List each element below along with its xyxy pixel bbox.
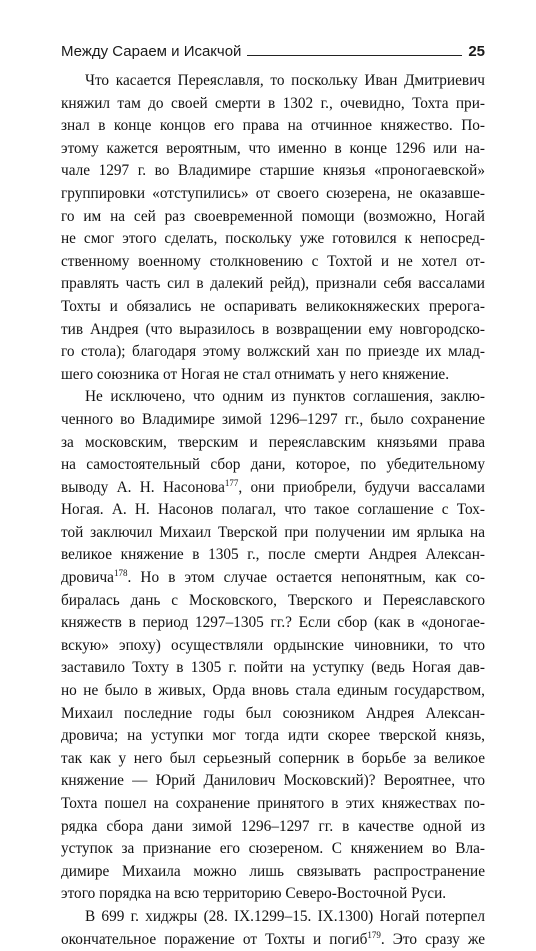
text-line: [61, 409, 485, 432]
text-line-main: ственному военному столкновению с Тохтой и не хотел от-: [61, 252, 485, 270]
text-line-main: выводу А. Н. Насонова: [61, 478, 225, 496]
text-line-main: уступок за признание его сюзереном. С княжением во Вла-: [61, 840, 485, 858]
text-line-main: Что касается Переяславля, то поскольку Иван Дмитриевич: [85, 72, 485, 89]
running-head-title: Между Сараем и Исакчой: [61, 43, 242, 60]
text-line-continuation: . Но в этом случае остается непонятным, как со-: [127, 569, 485, 587]
text-line: [61, 115, 485, 138]
text-line-main: рядка сбора дани зимой 1296–1297 гг. в качестве одной из: [61, 817, 485, 835]
text-line-main: не смог этого сделать, поскольку уже готовился к непосред-: [61, 230, 485, 248]
text-line-main: ченного во Владимире зимой 1296–1297 гг., было сохранение: [61, 410, 485, 428]
text-line-main: этого порядка на всю территорию Северо-Восточной Руси.: [61, 885, 447, 903]
text-line-main: княжеств в период 1297–1305 гг.? Если сбор (как в «доногае-: [61, 614, 485, 632]
text-line: [61, 680, 485, 703]
text-line: [61, 206, 485, 229]
footnote-marker: 177: [224, 477, 239, 488]
text-line: [61, 793, 485, 816]
text-line-main: чале 1297 г. во Владимире старшие князья «проногаевской»: [61, 162, 485, 180]
footnote-marker: 179: [367, 929, 381, 940]
text-line-main: Не исключено, что одним из пунктов соглашения, заклю-: [85, 388, 485, 406]
text-line-main: группировки «отступились» от своего сюзерена, не оказавше-: [61, 184, 485, 202]
text-line: [61, 703, 485, 726]
running-head-rule: [247, 55, 462, 56]
text-line-main: шего союзника от Ногая не стал отнимать у него княжение.: [61, 365, 450, 383]
text-line-main: той заключил Михаил Тверской при получении им ярлыка на: [61, 523, 485, 541]
text-line: [61, 861, 485, 884]
text-line-main: димире Михаила можно лишь связывать распространение: [61, 862, 485, 880]
body-text: [61, 70, 485, 951]
text-line-main: так как у него был серьезный соперник в борьбе за великое: [61, 749, 485, 767]
text-line: [61, 657, 485, 680]
text-line-main: княжение — Юрий Данилович Московский)? Вероятнее, что: [61, 772, 485, 790]
text-line-main: Тохты и обязались не оспаривать великокняжеских прерога-: [61, 297, 485, 315]
text-line-main: правлять часть сил в далекий рейд), признали себя вассалами: [61, 275, 485, 293]
text-line-main: дровича; на уступки мог тогда идти скорее тверской князь,: [61, 727, 485, 745]
text-line: [61, 544, 485, 567]
text-line-main: Ногая. А. Н. Насонов полагал, что такое соглашение с Тох-: [61, 501, 485, 519]
text-line-main: вскую» эпоху) осуществляли ордынские чиновники, то что: [61, 636, 485, 654]
text-line: [61, 883, 485, 906]
text-line: [61, 93, 485, 116]
text-line: [61, 816, 485, 839]
text-line-main: знал в конце концов его права на отчинное княжество. По-: [61, 117, 485, 135]
text-line: [61, 341, 485, 364]
text-line-main: тив Андрея (что выразилось в возвращении ему новгородско-: [61, 320, 485, 338]
text-line: [61, 138, 485, 161]
text-line: [61, 522, 485, 545]
text-line: [61, 567, 485, 590]
page-number: 25: [468, 43, 485, 60]
text-line: [61, 228, 485, 251]
text-line-main: В 699 г. хиджры (28. IX.1299–15. IX.1300) Ногай потерпел: [85, 907, 485, 925]
text-line: [61, 183, 485, 206]
text-line-main: дровича: [61, 569, 114, 587]
text-line-main: го им на сей раз своевременной помощи (возможно, Ногай: [61, 207, 485, 225]
running-head: [61, 38, 485, 60]
text-line-main: Михаил последние годы был союзником Андрея Алексан-: [61, 704, 485, 722]
text-line: [61, 838, 485, 861]
text-line: [61, 590, 485, 613]
text-line-main: княжил там до своей смерти в 1302 г., очевидно, Тохта при-: [61, 94, 485, 112]
text-line: [61, 906, 485, 929]
text-line-main: биралась дань с Московского, Тверского и Переяславского: [61, 591, 485, 609]
text-line-main: этому кажется вероятным, что именно в конце 1296 или на-: [61, 139, 485, 157]
text-line: [61, 364, 485, 387]
text-line-main: окончательное поражение от Тохты и погиб: [61, 930, 368, 948]
text-line: [61, 748, 485, 771]
text-line-main: за московским, тверским и переяславским князьями права: [61, 433, 485, 451]
text-line: [61, 929, 485, 951]
text-line: [61, 770, 485, 793]
text-line: [61, 454, 485, 477]
text-line: [61, 612, 485, 635]
text-line-main: Тохта пошел на сохранение принятого в этих княжествах по-: [61, 795, 485, 812]
text-line-main: великое княжение в 1305 г., после смерти Андрея Алексан-: [61, 546, 485, 564]
text-line: [61, 386, 485, 409]
text-line-continuation: , они приобрели, будучи вассалами: [238, 478, 485, 496]
footnote-marker: 178: [113, 568, 128, 579]
text-line-main: заставило Тохту в 1305 г. пойти на уступку (ведь Ногая дав-: [61, 659, 485, 677]
text-line: [61, 725, 485, 748]
text-line: [61, 635, 485, 658]
text-line: [61, 273, 485, 296]
text-line-main: на самостоятельный сбор дани, которое, по убедительному: [61, 456, 485, 474]
text-line: [61, 296, 485, 319]
text-line: [61, 477, 485, 500]
text-line: [61, 432, 485, 455]
text-line: [61, 70, 485, 93]
text-line-main: но не было в живых, Орда вновь стала единым государством,: [61, 682, 485, 700]
text-line: [61, 319, 485, 342]
text-line-main: го стола); благодаря этому волжский хан по приезде их млад-: [61, 343, 485, 361]
text-line-continuation: . Это сразу же: [380, 930, 486, 948]
text-line: [61, 499, 485, 522]
text-line: [61, 160, 485, 183]
text-line: [61, 251, 485, 274]
